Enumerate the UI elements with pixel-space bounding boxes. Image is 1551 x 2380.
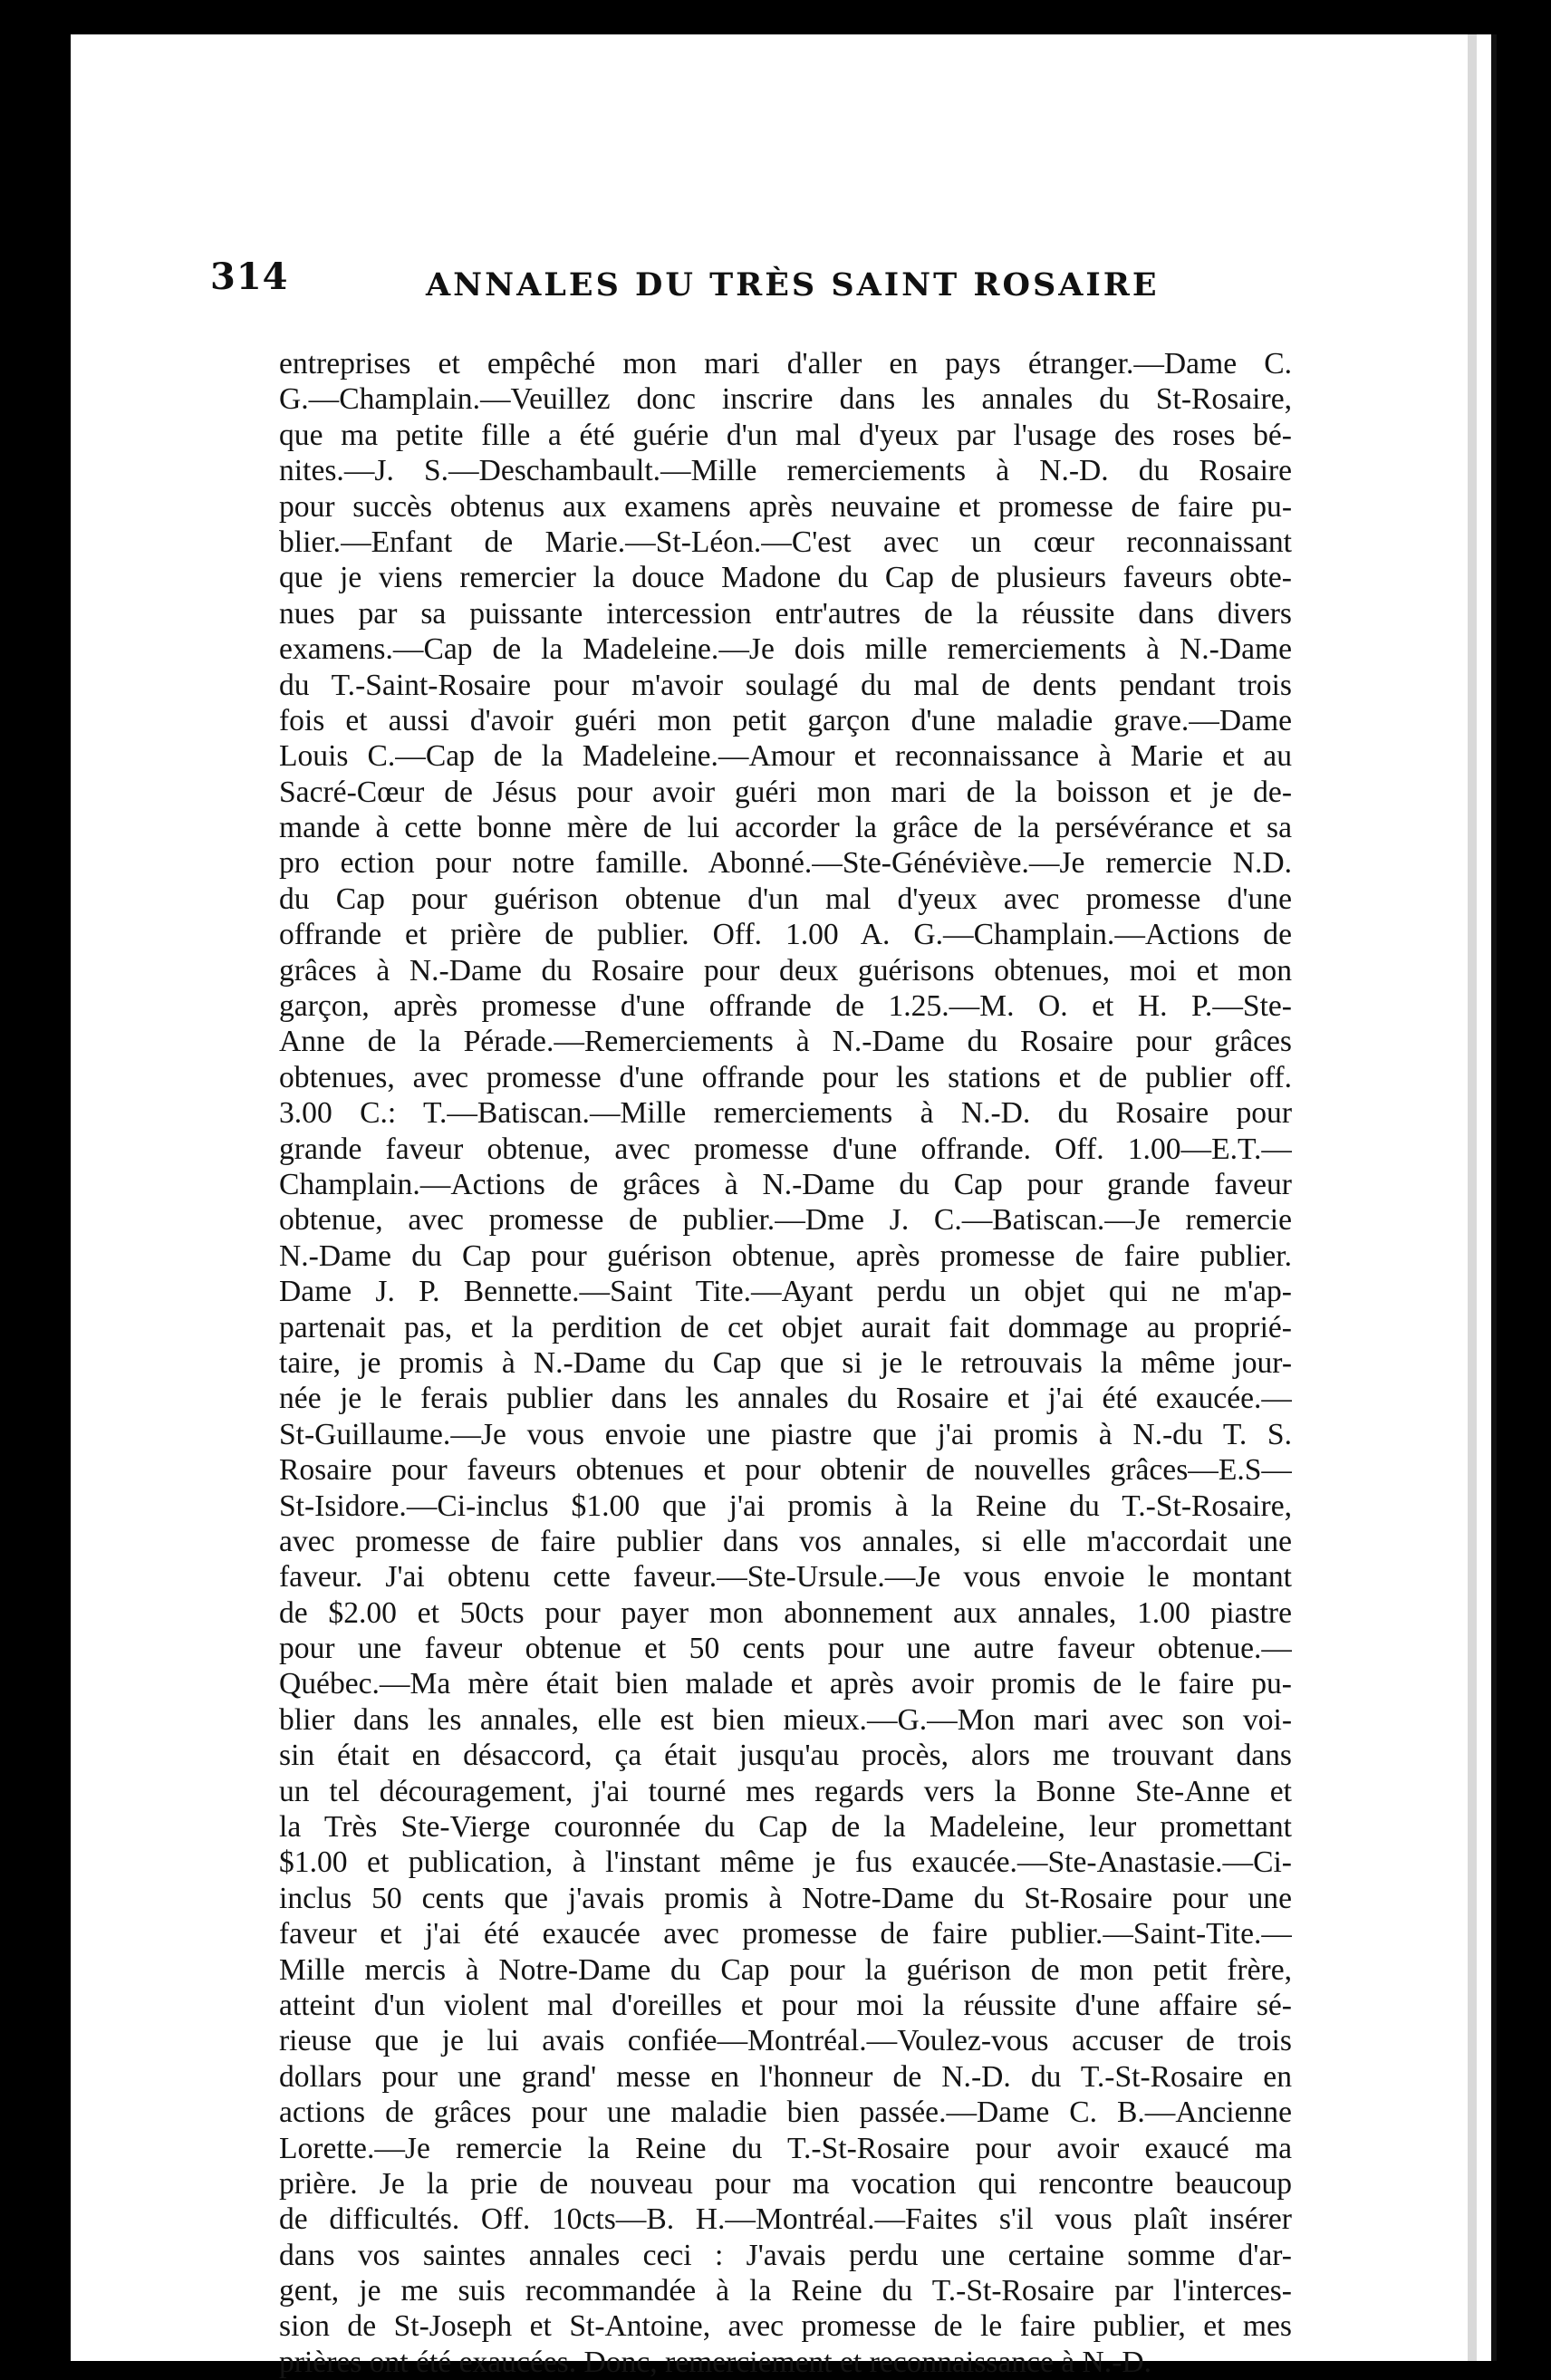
text-line: blier dans les annales, elle est bien mieux.—G.—Mon mari avec son voi- [279, 1702, 1292, 1737]
text-line: avec promesse de faire publier dans vos annales, si elle m'accordait une [279, 1524, 1292, 1558]
text-line: la Très Ste-Vierge couronnée du Cap de la Madeleine, leur promettant [279, 1810, 1292, 1845]
text-line: offrande et prière de publier. Off. 1.00 A. G.—Champlain.—Actions de [279, 918, 1292, 952]
text-line: obtenues, avec promesse d'une offrande pour les stations et de publier off. [279, 1060, 1292, 1094]
text-line: Anne de la Pérade.—Remerciements à N.-Dame du Rosaire pour grâces [279, 1025, 1292, 1059]
text-line: inclus 50 cents que j'avais promis à Notre-Dame du St-Rosaire pour une [279, 1881, 1292, 1915]
text-line: garçon, après promesse d'une offrande de 1.25.—M. O. et H. P.—Ste- [279, 989, 1292, 1024]
text-line: entreprises et empêché mon mari d'aller en pays étranger.—Dame C. [279, 347, 1292, 381]
running-title: ANNALES DU TRÈS SAINT ROSAIRE [426, 266, 1160, 304]
text-line: examens.—Cap de la Madeleine.—Je dois mille remerciements à N.-Dame [279, 632, 1292, 667]
text-line: prières ont été exaucées. Donc, remerciement et reconnaissance à N.-D. [279, 2345, 1152, 2379]
text-line: de $2.00 et 50cts pour payer mon abonnement aux annales, 1.00 piastre [279, 1595, 1292, 1630]
text-line: faveur et j'ai été exaucée avec promesse de faire publier.—Saint-Tite.— [279, 1917, 1292, 1951]
text-line: grande faveur obtenue, avec promesse d'une offrande. Off. 1.00—E.T.— [279, 1132, 1292, 1166]
running-head [210, 255, 1160, 310]
text-line: sin était en désaccord, ça était jusqu'au procès, alors me trouvant dans [279, 1739, 1292, 1773]
page-edge [1468, 34, 1497, 2361]
text-line: blier.—Enfant de Marie.—St-Léon.—C'est avec un cœur reconnaissant [279, 525, 1292, 559]
text-line: $1.00 et publication, à l'instant même je fus exaucée.—Ste-Anastasie.—Ci- [279, 1845, 1292, 1880]
text-line: Dame J. P. Bennette.—Saint Tite.—Ayant perdu un objet qui ne m'ap- [279, 1275, 1292, 1309]
text-line: rieuse que je lui avais confiée—Montréal.—Voulez-vous accuser de trois [279, 2024, 1292, 2058]
text-line: G.—Champlain.—Veuillez donc inscrire dans les annales du St-Rosaire, [279, 382, 1292, 417]
body-text [279, 346, 1292, 2380]
text-line: dans vos saintes annales ceci : J'avais perdu une certaine somme d'ar- [279, 2238, 1292, 2272]
text-line: N.-Dame du Cap pour guérison obtenue, après promesse de faire publier. [279, 1238, 1292, 1273]
text-line: Lorette.—Je remercie la Reine du T.-St-Rosaire pour avoir exaucé ma [279, 2131, 1292, 2165]
text-line: un tel découragement, j'ai tourné mes regards vers la Bonne Ste-Anne et [279, 1774, 1292, 1808]
text-line: fois et aussi d'avoir guéri mon petit garçon d'une maladie grave.—Dame [279, 703, 1292, 737]
text-line: du Cap pour guérison obtenue d'un mal d'yeux avec promesse d'une [279, 882, 1292, 916]
text-line: mande à cette bonne mère de lui accorder la grâce de la persévérance et sa [279, 811, 1292, 845]
text-line: St-Isidore.—Ci-inclus $1.00 que j'ai promis à la Reine du T.-St-Rosaire, [279, 1489, 1292, 1523]
text-line: dollars pour une grand' messe en l'honneur de N.-D. du T.-St-Rosaire en [279, 2059, 1292, 2094]
text-line: partenait pas, et la perdition de cet objet aurait fait dommage au proprié- [279, 1310, 1292, 1344]
text-line: pour succès obtenus aux examens après neuvaine et promesse de faire pu- [279, 489, 1292, 524]
text-line: Sacré-Cœur de Jésus pour avoir guéri mon mari de la boisson et je de- [279, 775, 1292, 809]
text-line: Louis C.—Cap de la Madeleine.—Amour et reconnaissance à Marie et au [279, 739, 1292, 774]
text-line: pour une faveur obtenue et 50 cents pour une autre faveur obtenue.— [279, 1632, 1292, 1666]
text-line: Champlain.—Actions de grâces à N.-Dame du Cap pour grande faveur [279, 1167, 1292, 1201]
text-line: St-Guillaume.—Je vous envoie une piastre que j'ai promis à N.-du T. S. [279, 1417, 1292, 1451]
text-line: grâces à N.-Dame du Rosaire pour deux guérisons obtenues, moi et mon [279, 953, 1292, 988]
text-line: Mille mercis à Notre-Dame du Cap pour la guérison de mon petit frère, [279, 1952, 1292, 1987]
text-line: née je le ferais publier dans les annales du Rosaire et j'ai été exaucée.— [279, 1382, 1292, 1416]
text-line: taire, je promis à N.-Dame du Cap que si je le retrouvais la même jour- [279, 1345, 1292, 1380]
text-line: faveur. J'ai obtenu cette faveur.—Ste-Ursule.—Je vous envoie le montant [279, 1560, 1292, 1595]
page-number: 314 [210, 255, 289, 298]
text-line: atteint d'un violent mal d'oreilles et pour moi la réussite d'une affaire sé- [279, 1988, 1292, 2022]
text-line: nites.—J. S.—Deschambault.—Mille remerciements à N.-D. du Rosaire [279, 454, 1292, 488]
text-line: gent, je me suis recommandée à la Reine du T.-St-Rosaire par l'interces- [279, 2274, 1292, 2308]
text-line: obtenue, avec promesse de publier.—Dme J. C.—Batiscan.—Je remercie [279, 1203, 1292, 1238]
text-line: que je viens remercier la douce Madone du Cap de plusieurs faveurs obte- [279, 561, 1292, 595]
text-line: Rosaire pour faveurs obtenues et pour obtenir de nouvelles grâces—E.S— [279, 1453, 1292, 1488]
text-line: actions de grâces pour une maladie bien passée.—Dame C. B.—Ancienne [279, 2096, 1292, 2130]
text-line: Québec.—Ma mère était bien malade et après avoir promis de le faire pu- [279, 1667, 1292, 1701]
text-line: 3.00 C.: T.—Batiscan.—Mille remerciements à N.-D. du Rosaire pour [279, 1096, 1292, 1131]
text-line: du T.-Saint-Rosaire pour m'avoir soulagé du mal de dents pendant trois [279, 668, 1292, 702]
text-line: pro ection pour notre famille. Abonné.—Ste-Généviève.—Je remercie N.D. [279, 846, 1292, 881]
text-line: prière. Je la prie de nouveau pour ma vocation qui rencontre beaucoup [279, 2166, 1292, 2201]
text-line: de difficultés. Off. 10cts—B. H.—Montréal.—Faites s'il vous plaît insérer [279, 2202, 1292, 2237]
text-line: sion de St-Joseph et St-Antoine, avec promesse de le faire publier, et mes [279, 2309, 1292, 2344]
text-line: que ma petite fille a été guérie d'un mal d'yeux par l'usage des roses bé- [279, 418, 1292, 452]
text-line: nues par sa puissante intercession entr'autres de la réussite dans divers [279, 596, 1292, 631]
